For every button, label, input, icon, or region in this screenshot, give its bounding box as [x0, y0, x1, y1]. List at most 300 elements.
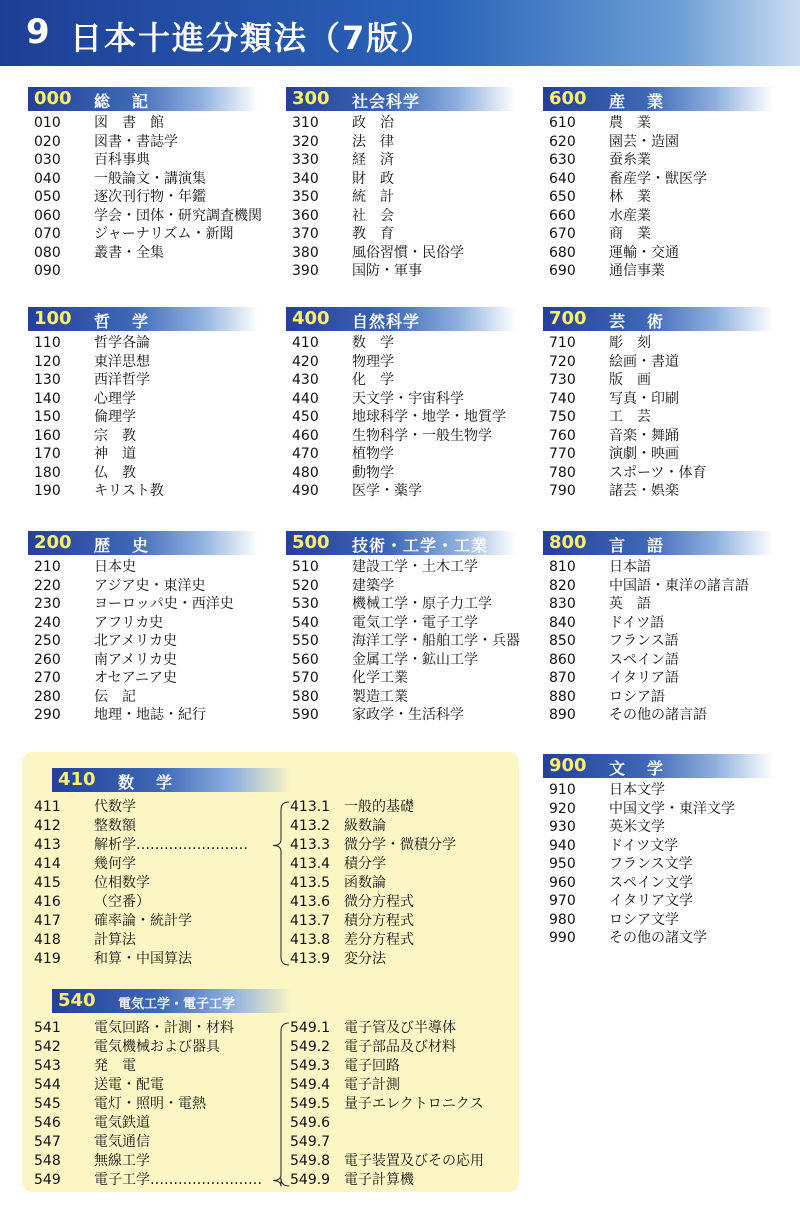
class-label: 運輸・交通: [609, 244, 679, 261]
section-name: 技術・工学・工業: [352, 536, 489, 555]
class-row: [28, 577, 258, 596]
section-code: 500: [292, 532, 330, 553]
detail-right-code: 549.8: [290, 1153, 331, 1169]
class-code: 210: [34, 559, 61, 575]
class-code: 070: [34, 226, 61, 242]
class-row: [543, 911, 773, 930]
detail-left-label: 代数学: [94, 799, 136, 815]
class-label: 写真・印刷: [609, 390, 679, 407]
detail-right-label: 量子エレクトロニクス: [344, 1096, 484, 1112]
class-label: その他の諸言語: [609, 707, 707, 723]
class-label: ジャーナリズム・新聞: [94, 226, 234, 242]
class-label: ドイツ文学: [609, 837, 679, 854]
class-row: [286, 188, 516, 207]
class-label: 伝 記: [94, 688, 136, 705]
class-code: 850: [549, 633, 576, 649]
class-row: [543, 170, 773, 189]
detail-left-code: 411: [34, 799, 61, 815]
class-label: 国防・軍事: [352, 263, 422, 279]
class-code: 990: [549, 930, 576, 946]
class-row: [28, 133, 258, 152]
detail-right-label: 函数論: [344, 875, 386, 891]
detail-right-code: 549.6: [290, 1115, 331, 1131]
class-code: 550: [292, 633, 319, 649]
class-label: 園芸・造園: [609, 133, 679, 150]
class-code: 940: [549, 837, 576, 854]
class-row: [28, 651, 258, 670]
class-label: フランス語: [609, 633, 679, 649]
detail-left-code: 416: [34, 894, 61, 910]
section-code: 800: [549, 532, 587, 553]
detail-right-label: 微分方程式: [344, 894, 414, 910]
detail-code: 540: [58, 990, 96, 1011]
detail-left-code: 543: [34, 1058, 61, 1074]
class-label: 統 計: [352, 189, 394, 205]
class-code: 620: [549, 133, 576, 150]
class-code: 710: [549, 335, 576, 351]
section-header: [286, 87, 516, 111]
class-code: 830: [549, 596, 576, 612]
detail-right-label: 電子装置及びその応用: [344, 1153, 484, 1169]
class-label: 東洋思想: [94, 353, 150, 370]
section-code: 000: [34, 88, 72, 109]
class-label: 日本史: [94, 559, 136, 575]
section-800: [543, 531, 773, 725]
detail-right-code: 549.7: [290, 1134, 331, 1150]
class-label: 動物学: [352, 464, 394, 481]
class-label: 音楽・舞踊: [609, 427, 679, 444]
detail-left-label: （空番）: [94, 894, 150, 910]
section-name: 社会科学: [352, 92, 421, 111]
class-row: [28, 595, 258, 614]
section-header: [543, 754, 773, 778]
section-700: [543, 307, 773, 501]
detail-right-code: 413.1: [290, 799, 331, 815]
detail-left-code: 547: [34, 1134, 61, 1150]
class-label: 心理学: [94, 390, 136, 407]
detail-left-code: 419: [34, 951, 61, 967]
class-row: [28, 170, 258, 189]
detail-right-label: 電子計算機: [344, 1172, 414, 1188]
class-label: 百科事典: [94, 152, 150, 168]
class-code: 190: [34, 483, 61, 499]
class-code: 290: [34, 707, 61, 723]
detail-left-label: 電子工学……………………: [94, 1172, 262, 1188]
class-code: 120: [34, 353, 61, 370]
detail-panel: [22, 752, 519, 1192]
section-header: [286, 307, 516, 331]
class-row: [543, 151, 773, 170]
class-code: 980: [549, 911, 576, 928]
class-label: 海洋工学・船舶工学・兵器: [352, 633, 520, 649]
class-row: [286, 651, 516, 670]
class-label: フランス文学: [609, 856, 693, 872]
class-label: 宗 教: [94, 427, 136, 444]
class-label: 農 業: [609, 115, 651, 131]
section-900: [543, 754, 773, 948]
class-row: [286, 225, 516, 244]
class-row: [543, 669, 773, 688]
class-row: [286, 706, 516, 725]
class-code: 890: [549, 707, 576, 723]
class-row: [286, 133, 516, 152]
class-code: 660: [549, 207, 576, 224]
class-row: [543, 818, 773, 837]
detail-right-code: 549.2: [290, 1039, 331, 1055]
class-label: 電気工学・電子工学: [352, 614, 478, 631]
class-label: 風俗習慣・民俗学: [352, 244, 464, 261]
class-code: 640: [549, 170, 576, 187]
class-label: 建築学: [352, 577, 394, 594]
detail-left-label: 確率論・統計学: [94, 913, 192, 929]
class-code: 010: [34, 115, 61, 131]
detail-right-label: 差分方程式: [344, 932, 414, 948]
class-row: [28, 706, 258, 725]
class-label: 地理・地誌・紀行: [94, 707, 206, 723]
detail-left-label: 幾何学: [94, 856, 136, 872]
class-code: 670: [549, 226, 576, 242]
section-code: 100: [34, 308, 72, 329]
class-code: 820: [549, 577, 576, 594]
section-header: [28, 307, 258, 331]
class-row: [543, 482, 773, 501]
class-label: ドイツ語: [609, 614, 665, 631]
class-row: [543, 207, 773, 226]
class-label: 経 済: [352, 152, 394, 168]
detail-left-label: 電気通信: [94, 1134, 150, 1150]
class-label: 叢書・全集: [94, 244, 164, 261]
class-label: イタリア文学: [609, 893, 693, 909]
class-label: 西洋哲学: [94, 372, 150, 388]
class-label: オセアニア史: [94, 670, 177, 686]
class-code: 160: [34, 427, 61, 444]
section-600: [543, 87, 773, 281]
class-code: 610: [549, 115, 576, 131]
class-row: [543, 133, 773, 152]
class-label: スペイン語: [609, 651, 679, 668]
class-row: [543, 445, 773, 464]
detail-left-code: 541: [34, 1020, 61, 1036]
class-row: [28, 225, 258, 244]
section-header: [543, 531, 773, 555]
section-name: 歴史: [94, 536, 171, 555]
class-row: [286, 614, 516, 633]
detail-left-label: 電気機械および器具: [94, 1039, 220, 1055]
class-row: [28, 614, 258, 633]
detail-name: 電気工学・電子工学: [118, 997, 236, 1012]
class-row: [286, 464, 516, 483]
detail-right-code: 549.5: [290, 1096, 331, 1112]
class-label: 教 育: [352, 226, 394, 242]
chapter-number: 9: [26, 12, 50, 52]
class-label: 蚕糸業: [609, 152, 651, 168]
class-row: [543, 632, 773, 651]
class-code: 440: [292, 390, 319, 407]
detail-left-code: 418: [34, 932, 61, 948]
detail-header-410: [52, 768, 292, 792]
detail-left-label: 電気回路・計測・材料: [94, 1020, 234, 1036]
class-code: 920: [549, 800, 576, 817]
class-row: [286, 334, 516, 353]
class-label: 家政学・生活科学: [352, 707, 464, 723]
class-row: [543, 595, 773, 614]
class-label: 政 治: [352, 115, 394, 131]
section-header: [28, 87, 258, 111]
detail-right-label: 微分学・微積分学: [344, 837, 456, 853]
class-label: イタリア語: [609, 670, 679, 686]
class-code: 030: [34, 152, 61, 168]
class-code: 470: [292, 446, 319, 462]
class-row: [286, 595, 516, 614]
section-100: [28, 307, 258, 501]
section-code: 600: [549, 88, 587, 109]
class-label: 倫理学: [94, 409, 136, 425]
section-name: 芸術: [609, 312, 686, 331]
class-row: [28, 445, 258, 464]
class-code: 380: [292, 244, 319, 261]
class-label: ヨーロッパ史・西洋史: [94, 596, 234, 612]
title-banner: [0, 0, 800, 66]
detail-left-code: 412: [34, 818, 61, 834]
class-label: 版 画: [609, 372, 651, 388]
class-code: 530: [292, 596, 319, 612]
detail-right-code: 549.4: [290, 1077, 331, 1093]
class-label: 植物学: [352, 446, 394, 462]
class-code: 390: [292, 263, 319, 279]
class-code: 730: [549, 372, 576, 388]
class-code: 860: [549, 651, 576, 668]
class-code: 880: [549, 688, 576, 705]
detail-right-code: 413.9: [290, 951, 331, 967]
class-label: 社 会: [352, 207, 394, 224]
class-code: 180: [34, 464, 61, 481]
class-row: [543, 225, 773, 244]
section-400: [286, 307, 516, 501]
class-label: 化 学: [352, 372, 394, 388]
class-row: [543, 706, 773, 725]
class-label: 物理学: [352, 353, 394, 370]
class-row: [28, 482, 258, 501]
class-code: 690: [549, 263, 576, 279]
class-code: 360: [292, 207, 319, 224]
class-label: 法 律: [352, 133, 394, 150]
detail-right-label: 積分方程式: [344, 913, 414, 929]
class-label: 一般論文・講演集: [94, 170, 206, 187]
class-row: [28, 207, 262, 226]
detail-right-code: 413.5: [290, 875, 331, 891]
class-label: アジア史・東洋史: [94, 577, 206, 594]
class-label: 天文学・宇宙科学: [352, 390, 464, 407]
section-name: 言語: [609, 536, 686, 555]
class-row: [543, 262, 773, 281]
class-label: 諸芸・娯楽: [609, 483, 679, 499]
detail-right-code: 549.9: [290, 1172, 331, 1188]
class-label: その他の諸文学: [609, 930, 707, 946]
section-header: [28, 531, 258, 555]
class-code: 450: [292, 409, 319, 425]
class-code: 570: [292, 670, 319, 686]
class-row: [28, 334, 258, 353]
class-code: 040: [34, 170, 61, 187]
detail-left-label: 電灯・照明・電熱: [94, 1096, 206, 1112]
detail-right-code: 413.7: [290, 913, 331, 929]
class-code: 790: [549, 483, 576, 499]
brace-icon: [267, 798, 291, 969]
class-row: [286, 577, 516, 596]
detail-right-label: 電子回路: [344, 1058, 400, 1074]
class-label: 通信事業: [609, 263, 665, 279]
class-label: 林 業: [609, 189, 651, 205]
class-row: [286, 632, 520, 651]
detail-left-code: 414: [34, 856, 61, 872]
detail-right-label: 積分学: [344, 856, 386, 872]
class-code: 080: [34, 244, 61, 261]
section-000: [28, 87, 262, 281]
class-label: スポーツ・体育: [609, 464, 707, 481]
class-row: [28, 669, 258, 688]
class-row: [543, 577, 773, 596]
class-code: 630: [549, 152, 576, 168]
class-label: 逐次刊行物・年鑑: [94, 189, 206, 205]
class-label: キリスト教: [94, 483, 164, 499]
class-code: 590: [292, 707, 319, 723]
class-row: [286, 390, 516, 409]
detail-left-label: 計算法: [94, 932, 136, 948]
class-row: [286, 170, 516, 189]
class-code: 650: [549, 189, 576, 205]
class-row: [28, 371, 258, 390]
class-row: [543, 688, 773, 707]
detail-left-code: 417: [34, 913, 61, 929]
class-row: [286, 445, 516, 464]
class-row: [543, 651, 773, 670]
class-code: 970: [549, 893, 576, 909]
class-row: [286, 207, 516, 226]
section-500: [286, 531, 520, 725]
section-header: [543, 307, 773, 331]
class-code: 170: [34, 446, 61, 462]
section-300: [286, 87, 516, 281]
class-row: [543, 874, 773, 893]
class-row: [543, 427, 773, 446]
class-code: 870: [549, 670, 576, 686]
detail-right-code: 413.4: [290, 856, 331, 872]
class-label: 日本語: [609, 559, 651, 575]
detail-header-540: [52, 989, 292, 1013]
class-row: [286, 151, 516, 170]
class-row: [286, 408, 516, 427]
class-code: 110: [34, 335, 61, 351]
class-row: [286, 244, 516, 263]
class-code: 960: [549, 874, 576, 891]
brace-icon: [267, 1019, 291, 1190]
section-header: [286, 531, 516, 555]
class-label: 水産業: [609, 207, 651, 224]
class-row: [543, 188, 773, 207]
class-label: 図 書 館: [94, 115, 164, 131]
class-row: [286, 669, 516, 688]
class-code: 540: [292, 614, 319, 631]
class-row: [543, 371, 773, 390]
class-label: 機械工学・原子力工学: [352, 596, 492, 612]
class-code: 580: [292, 688, 319, 705]
class-row: [543, 558, 773, 577]
class-row: [286, 427, 516, 446]
class-row: [286, 371, 516, 390]
class-row: [28, 244, 258, 263]
class-label: ロシア文学: [609, 911, 679, 928]
class-row: [286, 482, 516, 501]
detail-right-label: 電子部品及び材料: [344, 1039, 456, 1055]
class-code: 810: [549, 559, 576, 575]
section-name: 産業: [609, 92, 686, 111]
class-row: [28, 390, 258, 409]
class-code: 490: [292, 483, 319, 499]
class-row: [543, 353, 773, 372]
class-code: 740: [549, 390, 576, 407]
class-code: 350: [292, 189, 319, 205]
detail-left-code: 544: [34, 1077, 61, 1093]
class-code: 140: [34, 390, 61, 407]
class-row: [28, 558, 258, 577]
detail-right-label: 一般的基礎: [344, 799, 414, 815]
section-200: [28, 531, 258, 725]
section-code: 300: [292, 88, 330, 109]
class-row: [543, 855, 773, 874]
class-code: 370: [292, 226, 319, 242]
class-label: スペイン文学: [609, 874, 693, 891]
class-label: ロシア語: [609, 688, 665, 705]
class-label: 中国語・東洋の諸言語: [609, 577, 749, 594]
class-label: 彫 刻: [609, 335, 651, 351]
class-row: [543, 929, 773, 948]
detail-left-code: 415: [34, 875, 61, 891]
class-row: [28, 408, 258, 427]
class-label: 北アメリカ史: [94, 633, 178, 649]
class-row: [543, 334, 773, 353]
detail-right-code: 413.2: [290, 818, 331, 834]
class-code: 480: [292, 464, 319, 481]
detail-right-label: 級数論: [344, 818, 386, 834]
page-title: 日本十進分類法（7版）: [70, 19, 435, 57]
class-code: 220: [34, 577, 61, 594]
class-code: 050: [34, 189, 61, 205]
detail-right-label: 電子管及び半導体: [344, 1020, 456, 1036]
class-code: 230: [34, 596, 61, 612]
detail-left-label: 電気鉄道: [94, 1115, 150, 1131]
section-code: 700: [549, 308, 587, 329]
class-label: 英米文学: [609, 819, 665, 835]
class-code: 460: [292, 427, 319, 444]
class-label: 数 学: [352, 335, 394, 351]
class-label: 商 業: [609, 226, 651, 242]
detail-right-code: 549.3: [290, 1058, 331, 1074]
section-name: 自然科学: [352, 312, 421, 331]
section-code: 900: [549, 755, 587, 776]
class-code: 310: [292, 115, 319, 131]
detail-left-label: 整数額: [94, 818, 136, 834]
class-row: [543, 781, 773, 800]
class-row: [286, 558, 516, 577]
class-row: [28, 427, 258, 446]
detail-right-label: 変分法: [344, 951, 386, 967]
class-label: 金属工学・鉱山工学: [352, 651, 478, 668]
section-name: 哲学: [94, 312, 171, 331]
detail-name: 数学: [118, 773, 195, 792]
detail-left-label: 無線工学: [94, 1153, 150, 1169]
detail-left-code: 413: [34, 837, 61, 853]
class-row: [543, 800, 773, 819]
